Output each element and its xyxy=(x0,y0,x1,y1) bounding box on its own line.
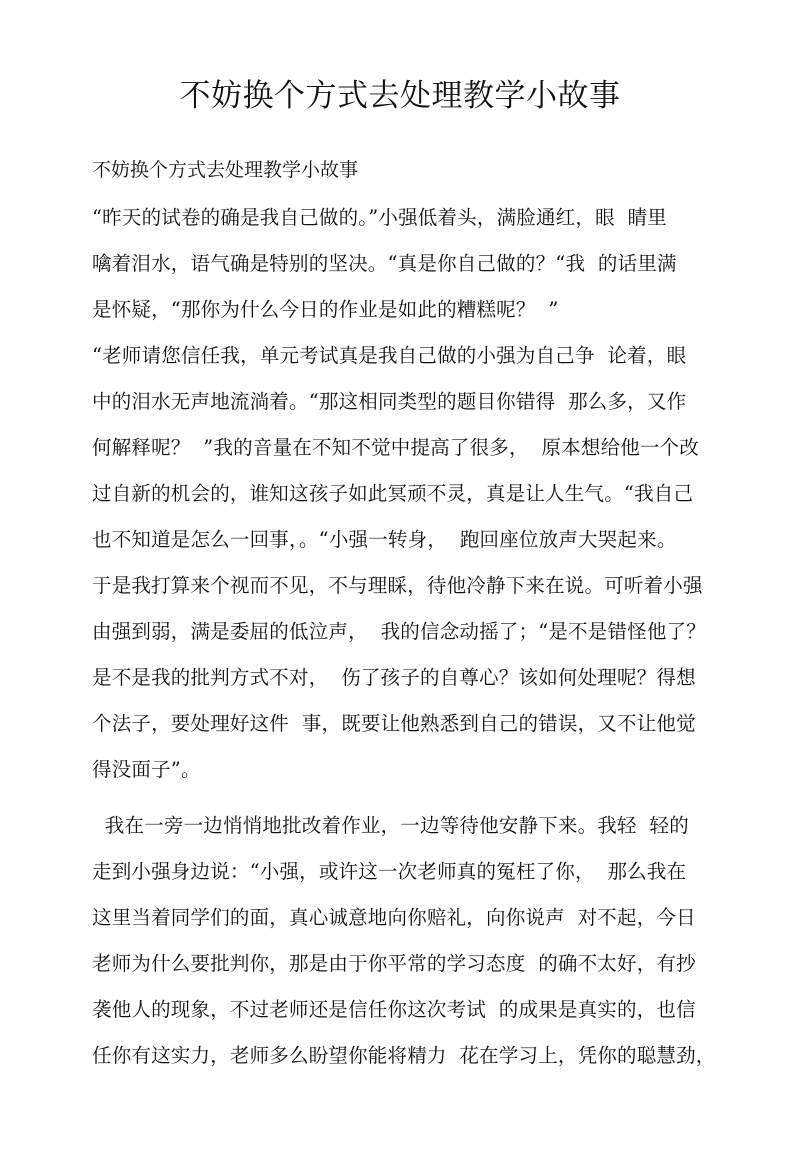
body-line: 个法子，要处理好这件 事，既要让他熟悉到自己的错误，又不让他觉 xyxy=(92,712,696,735)
body-line: 中的泪水无声地流淌着。“那这相同类型的题目你错得 那么多，又作 xyxy=(92,390,687,413)
body-line: 由强到弱，满是委屈的低泣声， 我的信念动摇了；“是不是错怪他了？ xyxy=(92,620,706,643)
body-line: 这里当着同学们的面，真心诚意地向你赔礼，向你说声 对不起，今日 xyxy=(92,906,696,929)
body-line: 是怀疑，“那你为什么今日的作业是如此的糟糕呢？ ” xyxy=(92,298,559,321)
body-line: 任你有这实力，老师多么盼望你能将精力 花在学习上，凭你的聪慧劲， xyxy=(92,1044,716,1067)
body-line: 袭他人的现象，不过老师还是信任你这次考试 的成果是真实的，也信 xyxy=(92,998,696,1021)
body-line: 老师为什么要批判你，那是由于你平常的学习态度 的确不太好，有抄 xyxy=(92,952,696,975)
body-line: 噙着泪水，语气确是特别的坚决。“真是你自己做的？“我 的话里满 xyxy=(92,252,677,275)
body-line: 得没面子”。 xyxy=(92,758,201,781)
body-line: 过自新的机会的，谁知这孩子如此冥顽不灵，真是让人生气。“我自己 xyxy=(92,482,694,505)
body-line: 是不是我的批判方式不对， 伤了孩子的自尊心？该如何处理呢？得想 xyxy=(92,666,696,689)
document-title: 不妨换个方式去处理教学小故事 xyxy=(179,78,621,114)
body-line: 也不知道是怎么一回事，。“小强一转身， 跑回座位放声大哭起来。 xyxy=(92,528,677,551)
body-line: “老师请您信任我，单元考试真是我自己做的小强为自己争 论着，眼 xyxy=(92,344,687,367)
body-line: 我在一旁一边悄悄地批改着作业，一边等待他安静下来。我轻 轻的 xyxy=(92,814,689,837)
body-line: 于是我打算来个视而不见，不与理睬，待他冷静下来在说。可听着小强 xyxy=(92,574,703,597)
body-line: “昨天的试卷的确是我自己做的。”小强低着头，满脸通红，眼 睛里 xyxy=(92,206,667,229)
body-line: 走到小强身边说：“小强，或许这一次老师真的冤枉了你， 那么我在 xyxy=(92,860,687,883)
body-line: 何解释呢？ ”我的音量在不知不觉中提高了很多， 原本想给他一个改 xyxy=(92,436,700,459)
document-subtitle: 不妨换个方式去处理教学小故事 xyxy=(92,159,359,181)
